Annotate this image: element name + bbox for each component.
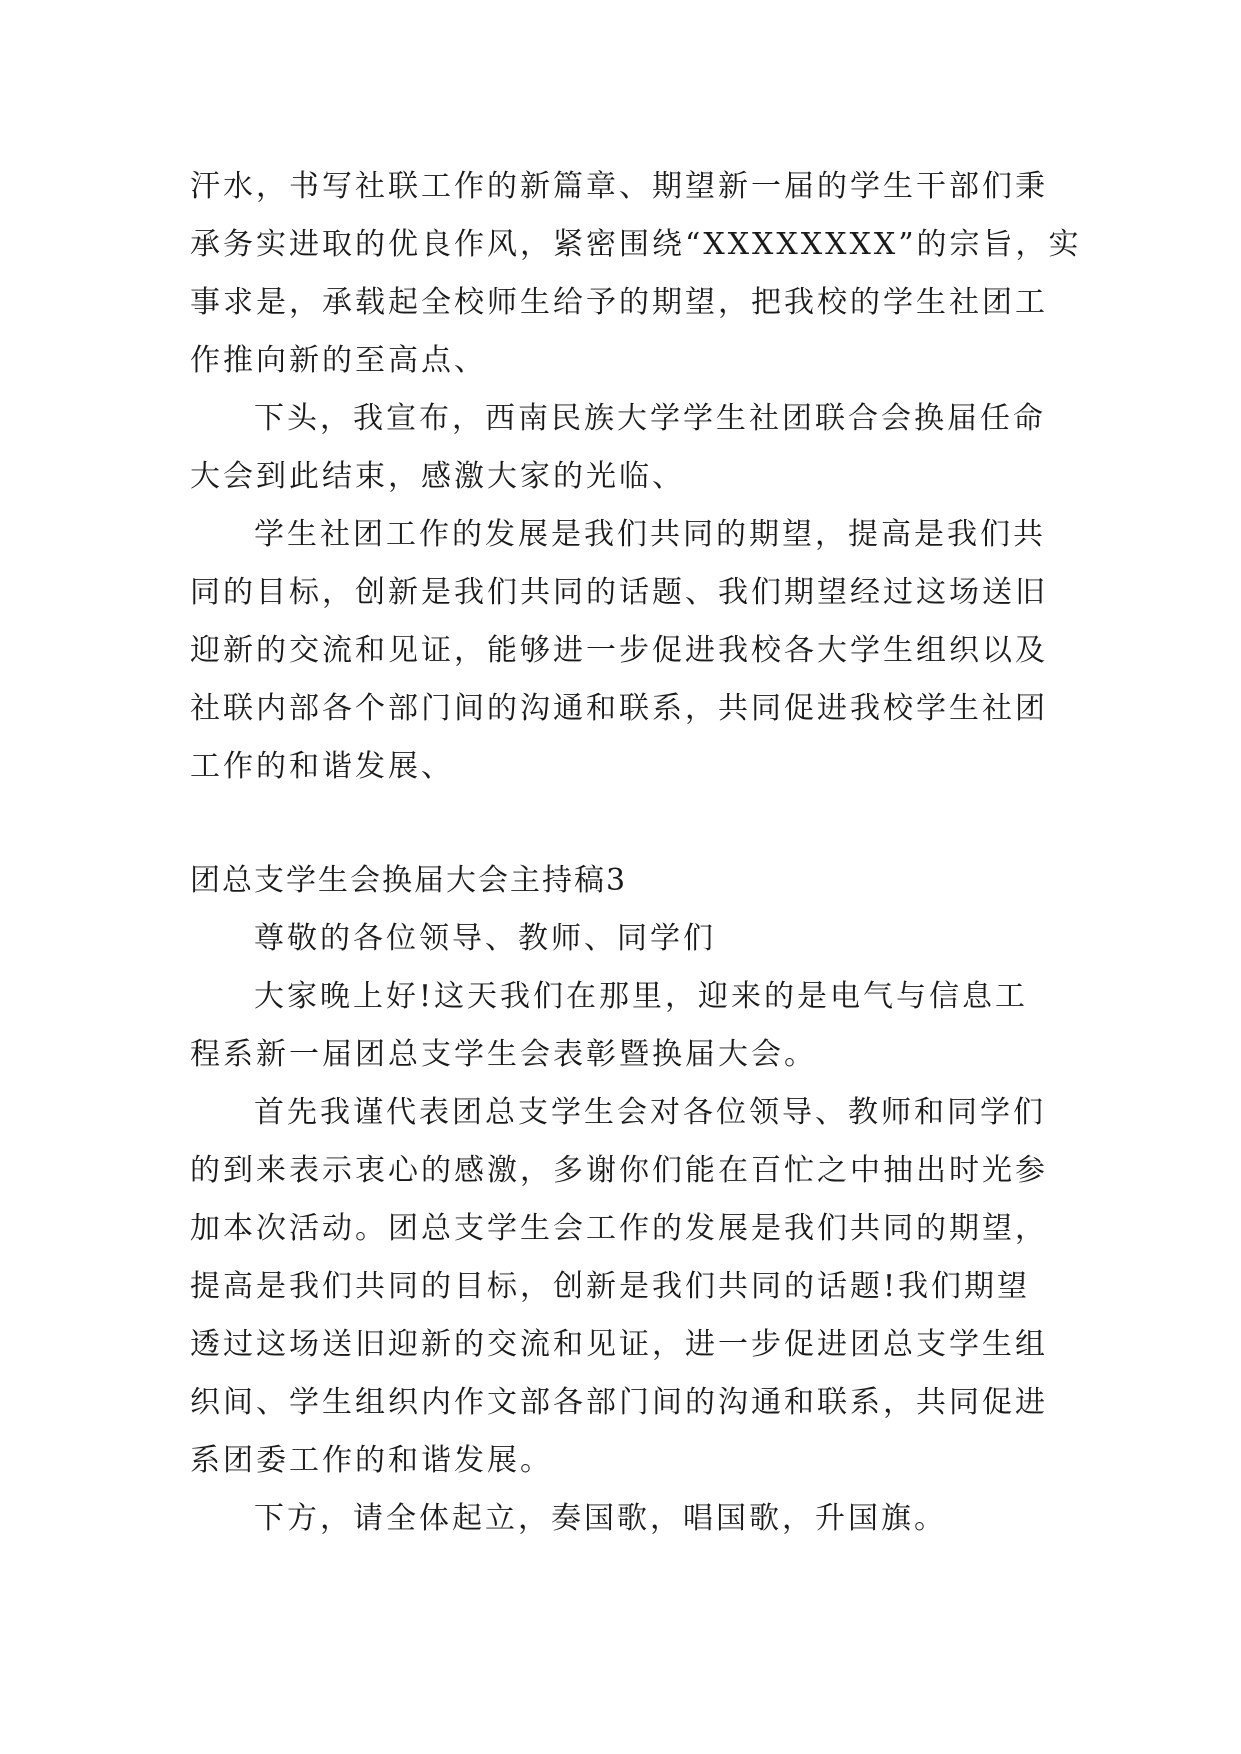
text-line: 下头，我宣布，西南民族大学学生社团联合会换届任命 xyxy=(254,401,1046,436)
text-line: 下方，请全体起立，奏国歌，唱国歌，升国旗。 xyxy=(254,1501,947,1536)
paragraph-greeting xyxy=(190,968,1050,1084)
text-line: 事求是，承载起全校师生给予的期望，把我校的学生社团工 xyxy=(190,285,1048,320)
paragraph-thanks xyxy=(190,1084,1050,1490)
text-line: 透过这场送旧迎新的交流和见证，进一步促进团总支学生组 xyxy=(190,1327,1048,1362)
text-line: 作推向新的至高点、 xyxy=(190,343,487,378)
text-line: 承务实进取的优良作风，紧密围绕“XXXXXXXX”的宗旨，实 xyxy=(190,227,1082,262)
text-line: 迎新的交流和见证，能够进一步促进我校各大学生组织以及 xyxy=(190,633,1048,668)
paragraph-continuation xyxy=(190,158,1082,390)
text-line: 学生社团工作的发展是我们共同的期望，提高是我们共 xyxy=(254,517,1046,552)
text-line: 同的目标，创新是我们共同的话题、我们期望经过这场送旧 xyxy=(190,575,1048,610)
text-line: 织间、学生组织内作文部各部门间的沟通和联系，共同促进 xyxy=(190,1385,1048,1420)
text-line: 提高是我们共同的目标，创新是我们共同的话题!我们期望 xyxy=(190,1269,1031,1304)
text-line: 社联内部各个部门间的沟通和联系，共同促进我校学生社团 xyxy=(190,691,1048,726)
text-line: 加本次活动。团总支学生会工作的发展是我们共同的期望， xyxy=(190,1211,1048,1246)
paragraph-anthem xyxy=(190,1490,1050,1548)
section-title xyxy=(190,852,1050,910)
section-title-text: 团总支学生会换届大会主持稿3 xyxy=(190,863,628,898)
text-line: 尊敬的各位领导、教师、同学们 xyxy=(254,921,716,956)
paragraph-outlook xyxy=(190,506,1050,796)
text-line: 首先我谨代表团总支学生会对各位领导、教师和同学们 xyxy=(254,1095,1046,1130)
text-line: 的到来表示衷心的感激，多谢你们能在百忙之中抽出时光参 xyxy=(190,1153,1048,1188)
text-line: 工作的和谐发展、 xyxy=(190,749,454,784)
text-line: 程系新一届团总支学生会表彰暨换届大会。 xyxy=(190,1037,817,1072)
paragraph-salutation xyxy=(190,910,1050,968)
text-line: 系团委工作的和谐发展。 xyxy=(190,1443,553,1478)
text-line: 大家晚上好!这天我们在那里，迎来的是电气与信息工 xyxy=(254,979,1029,1014)
text-line: 大会到此结束，感激大家的光临、 xyxy=(190,459,685,494)
text-line: 汗水，书写社联工作的新篇章、期望新一届的学生干部们秉 xyxy=(190,169,1048,204)
paragraph-closing-announcement xyxy=(190,390,1050,506)
